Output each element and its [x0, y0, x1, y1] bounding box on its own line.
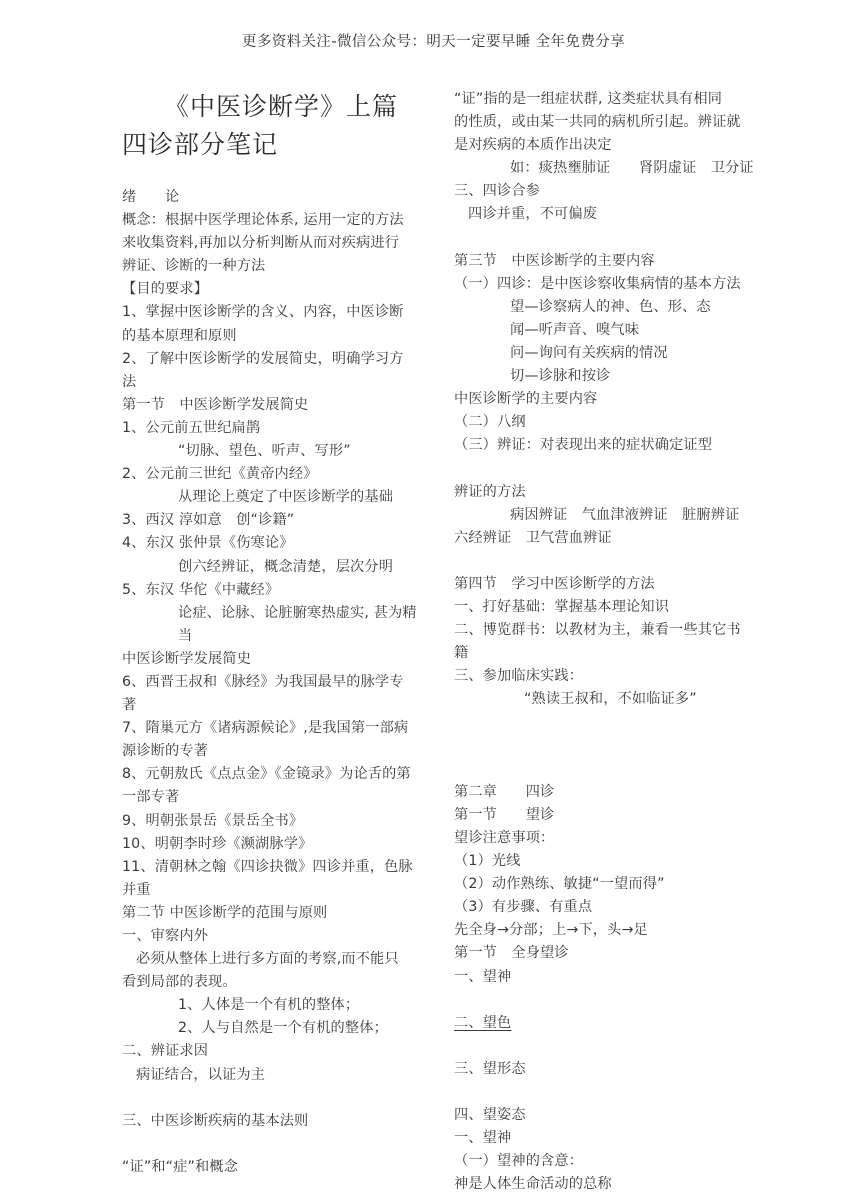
left-text-line: “切脉、望色、听声、写形”	[178, 443, 351, 460]
left-text-spacer	[122, 1133, 418, 1156]
left-text-line: 5、东汉 华佗《中藏经》	[122, 581, 280, 598]
right-text-line: 病因辨证 气血津液辨证 脏腑辨证	[510, 506, 740, 523]
right-text-spacer	[454, 227, 772, 250]
right-text-spacer	[454, 458, 772, 481]
left-text-line: 论症、论脉、论脏腑寒热虚实, 甚为精当	[178, 604, 417, 644]
left-text-line: 2、公元前三世纪《黄帝内经》	[122, 466, 318, 483]
right-text-spacer	[454, 758, 772, 781]
right-text-line: “证”指的是一组症状群, 这类症状具有相同	[454, 91, 723, 107]
right-text-line: 一、望神	[454, 968, 512, 985]
right-text-line: （一）四诊：是中医诊察收集病情的基本方法	[454, 275, 741, 292]
right-column-lines	[454, 88, 772, 1197]
left-text-line: 辨证、诊断的一种方法	[122, 258, 266, 275]
right-text-line: 望—诊察病人的神、色、形、态	[510, 298, 711, 315]
right-text-spacer	[454, 989, 772, 1012]
right-text-line: 一、打好基础：掌握基本理论知识	[454, 599, 670, 616]
left-text-line: 中医诊断学发展简史	[122, 650, 252, 667]
left-text-line: “证”和“症”和概念	[122, 1158, 239, 1175]
right-column	[440, 88, 867, 1197]
left-text-line: 1、掌握中医诊断学的含义、内容，中医诊断	[122, 304, 404, 321]
promo-banner: 更多资料关注-微信公众号：明天一定要早睡 全年免费分享	[241, 34, 626, 50]
right-text-line: 第二章 四诊	[454, 783, 555, 800]
right-text-line: 籍	[454, 645, 469, 662]
right-text-line: 先全身→分部；上→下，头→足	[454, 922, 648, 939]
left-text-line: 2、人与自然是一个有机的整体；	[178, 1020, 388, 1037]
right-text-line: 二、博览群书：以教材为主，兼看一些其它书	[454, 622, 741, 639]
left-text-line: 从理论上奠定了中医诊断学的基础	[178, 489, 394, 506]
left-text-line: 【目的要求】	[122, 281, 209, 298]
right-text-line: 六经辨证 卫气营血辨证	[454, 529, 612, 546]
left-text-line: 4、东汉 张仲景《伤寒论》	[122, 535, 294, 552]
two-column-body	[0, 88, 867, 1197]
right-text-line: 的性质，或由某一共同的病机所引起。辨证就	[454, 114, 741, 131]
left-text-line: 来收集资料,再加以分析判断从而对疾病进行	[122, 235, 400, 252]
right-text-line: 神是人体生命活动的总称	[454, 1176, 612, 1193]
left-text-line: 10、明朝李时珍《濒湖脉学》	[122, 835, 313, 852]
right-text-line: 中医诊断学的主要内容	[454, 391, 598, 408]
right-text-line: 是对疾病的本质作出决定	[454, 137, 612, 154]
right-text-line: （二）八纲	[454, 414, 526, 431]
left-text-line: 第二节 中医诊断学的范围与原则	[122, 904, 328, 921]
left-text-line: 一、审察内外	[122, 928, 209, 944]
left-text-line: 三、中医诊断疾病的基本法则	[122, 1112, 309, 1129]
right-text-line: 二、望色	[454, 1014, 512, 1031]
right-text-spacer	[454, 550, 772, 573]
left-text-line: 源诊断的专著	[122, 743, 209, 760]
right-text-line: “熟读王叔和，不如临证多”	[524, 691, 697, 708]
left-text-line: 9、明朝张景岳《景岳全书》	[122, 812, 304, 829]
right-text-line: 四诊并重，不可偏废	[468, 206, 598, 223]
right-text-line: （3）有步骤、有重点	[454, 899, 593, 916]
right-text-line: 如：痰热壅肺证 肾阴虚证 卫分证	[510, 160, 754, 177]
left-text-line: 二、辨证求因	[122, 1043, 209, 1060]
left-text-line: 11、清朝林之翰《四诊抉微》四诊并重，色脉	[122, 858, 413, 875]
right-text-line: （三）辨证：对表现出来的症状确定证型	[454, 437, 713, 454]
left-text-line: 病证结合，以证为主	[136, 1066, 266, 1083]
right-text-line: 闻—听声音、嗅气味	[510, 321, 640, 338]
page-title: 《中医诊断学》上篇 四诊部分笔记	[122, 92, 425, 159]
right-text-spacer	[454, 712, 772, 735]
right-text-line: 三、望形态	[454, 1060, 526, 1077]
left-text-line: 的基本原理和原则	[122, 327, 237, 344]
left-text-line: 绪 论	[122, 189, 180, 205]
right-text-line: 三、参加临床实践：	[454, 668, 584, 685]
left-text-line: 6、西晋王叔和《脉经》为我国最早的脉学专	[122, 673, 404, 690]
left-text-line: 概念：根据中医学理论体系, 运用一定的方法	[122, 212, 404, 229]
right-text-line: 切—诊脉和按诊	[510, 368, 611, 385]
right-text-line: （1）光线	[454, 853, 521, 870]
right-text-line: 辨证的方法	[454, 483, 526, 500]
right-text-line: 问—询问有关疾病的情况	[510, 345, 668, 362]
left-column-lines	[122, 186, 418, 1179]
left-text-spacer	[122, 1087, 418, 1110]
left-text-line: 法	[122, 373, 137, 390]
left-text-line: 2、了解中医诊断学的发展简史，明确学习方	[122, 350, 404, 367]
right-text-line: 三、四诊合参	[454, 183, 541, 200]
left-text-line: 一部专著	[122, 789, 180, 806]
right-text-line: 第一节 望诊	[454, 806, 555, 823]
left-text-line: 7、隋巢元方《诸病源候论》,是我国第一部病	[122, 720, 409, 737]
right-text-spacer	[454, 1035, 772, 1058]
right-text-line: （一）望神的含意：	[454, 1153, 584, 1170]
left-text-line: 第一节 中医诊断学发展简史	[122, 396, 309, 413]
left-column	[0, 88, 440, 1179]
left-text-line: 创六经辨证，概念清楚，层次分明	[178, 558, 394, 575]
right-text-line: 望诊注意事项：	[454, 830, 555, 846]
left-text-line: 3、西汉 淳如意 创“诊籍”	[122, 512, 295, 529]
left-text-line: 并重	[122, 881, 151, 898]
right-text-line: 四、望姿态	[454, 1107, 526, 1124]
left-text-line: 看到局部的表现。	[122, 974, 237, 991]
left-text-line: 8、元朝敖氏《点点金》《金镜录》为论舌的第	[122, 766, 411, 783]
right-text-line: （2）动作熟练、敏捷“一望而得”	[454, 876, 665, 893]
left-text-line: 必须从整体上进行多方面的考察,而不能只	[136, 951, 399, 968]
right-text-spacer	[454, 1081, 772, 1104]
left-text-line: 1、人体是一个有机的整体；	[178, 997, 360, 1014]
right-text-line: 第一节 全身望诊	[454, 945, 569, 962]
left-text-line: 1、公元前五世纪扁鹊	[122, 419, 261, 436]
right-text-line: 第三节 中医诊断学的主要内容	[454, 252, 655, 269]
right-text-line: 一、望神	[454, 1130, 512, 1147]
right-text-line: 第四节 学习中医诊断学的方法	[454, 575, 655, 592]
left-text-line: 著	[122, 697, 137, 714]
right-text-spacer	[454, 735, 772, 758]
